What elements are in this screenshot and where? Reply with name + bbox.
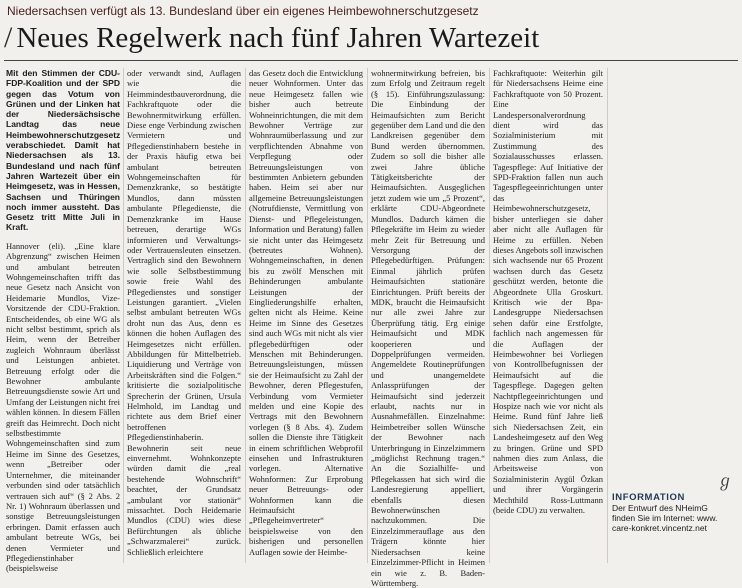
article-column-5 — [493, 68, 603, 564]
column-divider — [123, 68, 124, 563]
article-column-3 — [249, 68, 363, 564]
article-column-1 — [6, 68, 121, 574]
info-line: Der Entwurf des NHeimG — [612, 503, 708, 513]
info-title: INFORMATION — [612, 492, 685, 503]
info-line: finden Sie im Internet: www. — [612, 513, 718, 524]
article-column-4 — [371, 68, 485, 588]
article-body-text: Hannover (eli). „Eine klare Abgrenzung“ zwischen Heimen und ambulant betreuten Wohngemeinschaften trifft das neue Gesetz nach Ansicht von Heidemarie Mundlos, Vize-Vorsitzende der CDU-Fraktion. Entscheidendes, ob eine WG als nicht selbst bestimmt, sprich als Heim, wenn der Betreiber zugleich Wohnraum überlässt und Leistungen anbietet. Betreuung erfolgt oder die Bewohner ambulante Betreuungsdienste sowie Art und Umfang der Leistungen nicht frei wählen können. In diesem Fällen greift das Heimrecht. Doch nicht selbstbestimmte Wohngemeinschaften sind zum Heime im Sinne des Gesetzes, wenn „Betreiber oder Unternehmer, die miteinander verbunden sind oder tatsächlich vertrauen sich auf“ (§ 2 Abs. 2 Nr. 1) Wohnraum überlassen und sonstige Betreuungsleistungen erbringen. Damit erfassen auch ambulant betreute WGs, bei denen Vermieter und Pflegedienstinhaber (beispielsweise — [6, 240, 120, 574]
article-lead: Mit den Stimmen der CDU-FDP-Koalition und der SPD gegen das Votum von Grünen und der Linken hat der Niedersächsische Landtag das neue Heimbewohnerschutzgesetz verabschiedet. Damit hat Niedersachsen als 13. Bundesland und nach fünf Jahren Wartezeit über ein Heimgesetz, was in Hessen, Sachsen und Thüringen noch immer aussteht. Das Gesetz tritt Mitte Juli in Kraft. — [6, 68, 121, 233]
article-kicker: Niedersachsen verfügt als 13. Bundesland über ein eigenes Heimbewohnerschutzgesetz — [7, 4, 479, 18]
column-divider — [607, 68, 608, 563]
article-body-text: wohnermitwirkung befreien, bis zum Erfolg und Zeitraum regelt (§ 15). Einführungszulassung: Die Einbindung der Heimaufsichten zum Bericht gegenüber dem Land und die den Landkreisen gegenüber dem Bund werden übernommen. Zudem so soll die bisher alle zwei Jahre übliche Tätigkeitsberichte der Heimaufsichten. Ausgeglichen jetzt zudem wie um „5 Prozent“, erklärte CDU-Abgeordnete Mundlos. Dadurch kämen die Pflegekräfte im Heim zu wieder mehr Zeit für Betreuung und Versorgung der Pflegebedürftigen. Prüfungen: Einmal jährlich prüfen Heimaufsichten stationäre Einrichtungen. Prüft bereits der MDK, braucht die Heimaufsicht nur alle zwei Jahre zur Überprüfung tätig. Erg einige Heimaufsicht und MDK kooperieren und Doppelprüfungen vermeiden. Angemeldete Routineprüfungen und unangemeldete Anlassprüfungen der Heimaufsicht sind jederzeit erlaubt, nachts nur in Ausnahmefällen. Einzelnahme: Heimbetreiber sollen Wünsche der Bewohner nach Unterbringung in Einzelzimmern „möglichst Rechnung tragen.“ An die Sozialhilfe- und Pflegekassen hat sich wird die Landesregierung appelliert, ebenfalls diesen Bewohnerwünschen nachzukommen. Die Einzelzimmerauflage aus den Trägern könnte hier Niedersachsen keine Einzelzimmer-Pflicht in Heimen ein wie z. B. Baden-Württemberg. — [371, 68, 485, 588]
article-column-2 — [127, 68, 241, 564]
info-link[interactable]: care-konkret.vincentz.net — [612, 523, 707, 534]
info-box — [612, 486, 738, 534]
headline-rule — [4, 60, 738, 61]
article-headline — [4, 22, 714, 54]
headline-slash-icon: / — [4, 21, 13, 54]
headline-text: Neues Regelwerk nach fünf Jahren Wartezeit — [16, 22, 540, 54]
article-body-text: Fachkraftquote: Weiterhin gilt für Niedersachsens Heime eine Fachkraftquote von 50 Prozent. Eine Landespersonalverordnung dient wird das Sozialministerium mit Zustimmung des Sozialausschusses erlassen. Tagespflege: Auf Initiative der SPD-Fraktion fallen nun auch Tagespflegeeinrichtungen unter das Heimbewohnerschutzgesetz, bisher unterliegen sie daher aber nicht alle Auflagen für Heime zu erfüllen. Neben dieses Angebots soll inzwischen sich wachsende nur 65 Prozent wachsen durch das Gesetz geschützt werden, betonte die Abgeordnete Ulla Groskurt. Kritisch wie der Bpa-Landesgruppe Niedersachsen sehen dafür eine Erstfolgte, fachlich nach angemessen für die Auflagen der Heimbewohner bei Vorliegen von Kontrollbefugnissen der Heimaufsicht auf die Tagespflege. Dagegen gelten Nachtpflegeeinrichtungen und Hospize nach wie vor nicht als Heime. Rund fünf Jahre ließ sich Niedersachsen Zeit, ein Landesheimgesetz auf den Weg zu bringen. Grüne und SPD nahmen dies zum Anlass, die Arbeitsweise von Sozialministerin Aygül Özkan und ihrer Vorgängerin Mechthild Ross-Luttmann (beide CDU) zu verwalten. — [493, 68, 603, 516]
column-divider — [489, 68, 490, 563]
article-body-text: oder verwandt sind, Auflagen wie die Heimmindestbauverordnung, die Fachkraftquote oder die Bewohnermitwirkung erfüllen. Diese enge Verbindung zwischen Vermietern und Pflegedienstinhabern bestehe in der Praxis häufig etwa bei ambulant betreuten Wohngemeinschaften für Demenzkranke, so bestätigte Mundlos, dann müssten ambulante Pflegedienste, die Demenzkranke im Hause betreuen, derartige WGs informieren und Verwaltungs- oder Vertrauensleuten einsetzen. Vertraglich sind den Bewohnern wie solle Selbstbestimmung sowie freie Wahl des Pflegedienstes und sonstiger Leistungen garantiert. „Vielen selbst ambulant betreuten WGs droht nun das Aus, denn es können die hohen Auflagen des Heimgesetzes nicht erfüllen. Abbildungen für Mittelbetrieb. Liquidierung und Verträge von Arbeitskräften sind die Folgen.“ kritisierte die sozialpolitische Sprecherin der Grünen, Ursula Helmhold, im Landtag und richtete aus dem Brief einer betroffenen Pflegedienstinhaberin. Bewohnerin seit neue einvernehmt. Wohnkonzepte würden damit die „real bestehende Wohnschrift“ beachtet, der Grundsatz „ambulant vor stationär“ missachtet. Doch Heidemarie Mundlos (CDU) wies diese Befürchtungen als übliche „Schwarzmalerei“ zurück. Schließlich erleichtere — [127, 68, 241, 557]
column-divider — [367, 68, 368, 563]
pen-mark-icon: ℊ — [717, 471, 734, 490]
column-divider — [245, 68, 246, 563]
article-body-text: das Gesetz doch die Entwicklung neuer Wohnformen. Unter das neue Heimgesetz fallen wie bisher auch betreute Wohneinrichtungen, die mit dem Bewohner Verträge zur Wohnraumüberlassung und zur verpflichtenden Abnahme von Verpflegung oder Betreuungsleistungen von bestimmten Anbietern gebunden haben. Heim sei aber nur allgemeine Betreuungsleistungen (Notrufdienste, Vermittlung von Dienst- und Pflegeleistungen, Information und Beratung) fallen sie nicht unter das Heimgesetz (betreutes Wohnen). Wohngemeinschaften, in denen bis zu zwölf Menschen mit Behinderungen ambulante Leistungen der Eingliederungshilfe erhalten, gelten nicht als Heime. Keine Heime im Sinne des Gesetzes sind auch WGs mit nicht als vier pflegebedürftigen oder Menschen mit Behinderungen. Betreuungsleistungen, müssen sie der Heimaufsicht zu Zahl der Bewohner, deren Pflegestufen, Verbindung vom Vermieter melden und eine Kopie des Vertrags mit den Bewohnern vorlegen (§ 8 Abs. 4). Zudem sollen die Dienste ihre Tätigkeit in einem schriftlichen Webprofil einsehen und Infrastrukturen vorlegen. Alternative Wohnformen: Zur Erprobung neuer Betreuungs- oder Wohnformen kann die Heimaufsicht „Pflegeheimvertreter“ beispielsweise von den bisherigen und personellen Auflagen sowie der Heimbe- — [249, 68, 363, 557]
